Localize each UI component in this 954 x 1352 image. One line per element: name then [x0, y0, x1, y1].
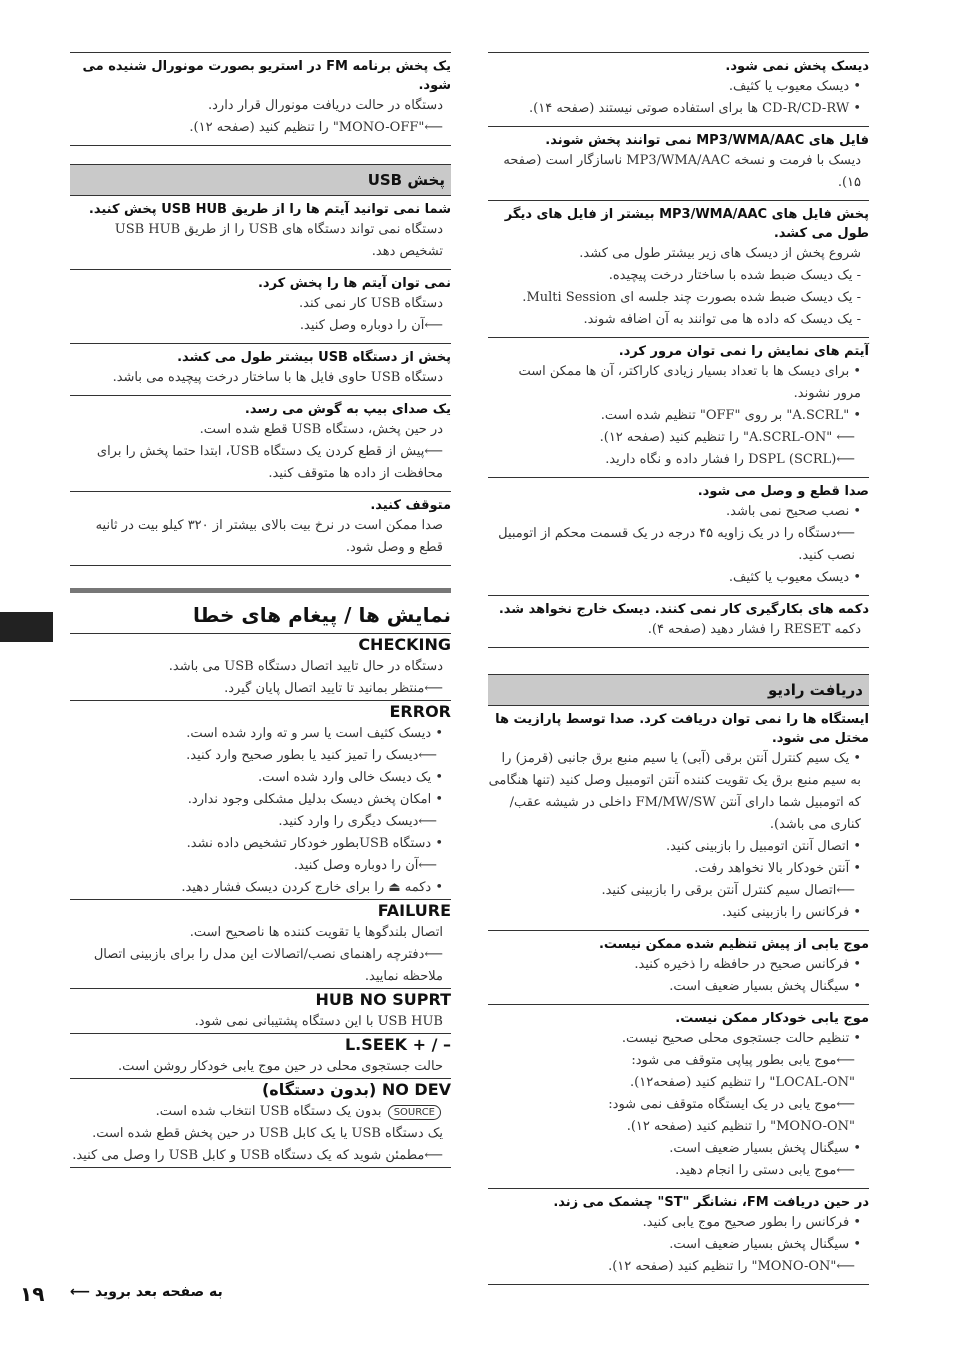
entry-line: حالت جستجوی محلی در حین موج یابی خودکار روشن است.	[118, 1059, 443, 1074]
entry-line: ⟵آن را دوباره وصل کنید.	[299, 318, 443, 333]
entry-title: فایل های MP3/WMA/AAC نمی توانند پخش شوند.	[545, 133, 869, 148]
entry-line: • دیسک معیوب یا کثیف.	[728, 570, 861, 585]
entry-line: ⟵دیسک دیگری را وارد کنید.	[278, 814, 437, 829]
message-code	[70, 988, 451, 1011]
entry-title: یک صدای بیپ به گوش می رسد.	[244, 402, 451, 417]
entry-title: نمی توان آیتم ها را پخش کرد.	[257, 276, 451, 291]
entry-line: • CD-R/CD-RW ها برای استفاده صوتی نیستند (صفحه ۱۴).	[529, 101, 861, 116]
entry-line: ⟵دفترچه راهنمای نصب/اتصالات این مدل را برای بازبینی اتصال ملاحظه نمایید.	[93, 947, 443, 984]
messages-section-title: نمایش ها / پیغام های خطا	[70, 588, 451, 633]
entry-title: پخش فایل های MP3/WMA/AAC بیشتر از فایل های دیگر طول می کشد.	[504, 207, 869, 241]
message-code-text: NO DEV (بدون دستگاه)	[261, 1080, 451, 1099]
entry-line: دستگاه USB کار نمی کند.	[299, 296, 443, 311]
entry-line: • دیسک کثیف است یا سر و ته وارد شده است.	[186, 726, 443, 741]
entry-line: ⟵دیسک را تمیز کنید یا بطور صحیح وارد کنید.	[186, 748, 437, 763]
disc-entry	[488, 200, 869, 337]
usb-entry	[70, 196, 451, 269]
entry-line: "LOCAL-ON" را تنظیم کنید (صفحه۱۲).	[630, 1075, 855, 1090]
fm-mono-entry	[70, 52, 451, 145]
message-code-text: FAILURE	[377, 901, 451, 920]
message-code	[70, 700, 451, 723]
message-code	[70, 899, 451, 922]
entry-title: ایستگاه ها را نمی توان دریافت کرد. صدا توسط پارازیت ها مختل می شود.	[495, 712, 869, 746]
entry-line: ⟵"MONO-OFF" را تنظیم کنید (صفحه ۱۲).	[189, 120, 443, 135]
radio-section-header: دریافت رادیو	[488, 674, 869, 706]
entry-line: • امکان پخش دیسک بدلیل مشکلی وجود ندارد.	[187, 792, 443, 807]
entry-title: دیسک پخش نمی شود.	[725, 59, 869, 74]
entry-title: دکمه های بکارگیری کار نمی کنند. دیسک خارج نخواهد شد.	[498, 602, 869, 617]
message-code	[70, 633, 451, 656]
entry-line: • دستگاه USBبطور خودکار تشخیص داده نشد.	[186, 836, 443, 851]
usb-section-header: پخش USB	[70, 164, 451, 196]
entry-line: - یک دیسک ضبط شده با ساختار درخت پیچیده.	[608, 268, 861, 283]
source-button-icon: SOURCE	[388, 1105, 441, 1120]
usb-entry	[70, 269, 451, 343]
radio-entry	[488, 930, 869, 1004]
divider	[70, 1167, 451, 1168]
entry-line: ⟵موج یابی دستی را انجام دهید.	[675, 1163, 855, 1178]
disc-entry	[488, 52, 869, 126]
message-code-text: ERROR	[389, 702, 451, 721]
entry-line: ⟵منتظر بمانید تا تایید اتصال پایان گیرد.	[224, 681, 443, 696]
entry-line: • آنتن خودکار بالا نخواهد رفت.	[694, 861, 861, 876]
entry-line: • اتصال آنتن اتومبیل را بازبینی کنید.	[665, 839, 861, 854]
disc-entry	[488, 337, 869, 477]
entry-line: ⟵(SCRL) DSPL را فشار داده و نگاه دارید.	[605, 452, 855, 467]
entry-line: USB HUB با این دستگاه پشتیبانی نمی شود.	[194, 1014, 443, 1029]
entry-line: ⟵دستگاه را در یک زاویه ۴۵ درجه در یک قسمت محکم از اتومبیل نصب کنید.	[498, 526, 855, 563]
entry-line: • "A.SCRL" بر روی "OFF" تنظیم شده است.	[600, 408, 861, 423]
entry-line: اتصال بلندگوها یا تقویت کننده ها ناصحیح است.	[189, 925, 443, 940]
entry-line: شروع پخش از دیسک های زیر بیشتر طول می کشد.	[579, 246, 861, 261]
entry-line: • دیسک معیوب یا کثیف.	[728, 79, 861, 94]
usb-entry	[70, 343, 451, 395]
entry-line: • سیگنال پخش بسیار ضعیف است.	[669, 1141, 861, 1156]
entry-line: یک دستگاه USB یا یک کابل USB در حین پخش قطع شده است.	[92, 1126, 443, 1141]
entry-title: متوقف کنید.	[370, 498, 451, 513]
entry-line: - یک دیسک که داده ها می توانند به آن اضافه شوند.	[583, 312, 861, 327]
divider	[488, 1284, 869, 1285]
entry-line: ⟵پیش از قطع کردن یک دستگاه USB، ابتدا حتما پخش را برای محافظت از داده ها متوقف کنید.	[96, 444, 443, 481]
section-tab-marker	[0, 612, 53, 642]
right-column	[488, 52, 869, 1285]
entry-line: • نصب صحیح نمی باشد.	[726, 504, 861, 519]
entry-line: • سیگنال پخش بسیار ضعیف است.	[669, 1237, 861, 1252]
entry-title: شما نمی توانید آیتم ها را از طریق USB HUB پخش کنید.	[88, 202, 451, 217]
message-code-text: HUB NO SUPRT	[315, 990, 451, 1009]
entry-line: • یک سیم کنترل آنتن برقی (آبی) یا سیم منبع برق جانبی (قرمز) را به سیم منبع برق یک تقویت کننده آنتن اتومبیل وصل کنید (تنها هنگامی که اتومبیل شما دارای آنتن FM/MW/SW داخلی در شیشه عقب/کناری می باشد).	[488, 751, 861, 832]
entry-line: • دکمه ⏏ را برای خارج کردن دیسک فشار دهید.	[181, 880, 443, 895]
disc-entry	[488, 477, 869, 595]
entry-line: دستگاه USB حاوی فایل ها با ساختار درخت پیچیده می باشد.	[112, 370, 443, 385]
entry-title: موج یابی خودکار ممکن نیست.	[675, 1011, 869, 1026]
message-code-text: CHECKING	[358, 635, 451, 654]
left-column	[70, 52, 451, 1168]
entry-line: ⟵موج یابی بطور پیاپی متوقف می شود:	[631, 1053, 855, 1068]
entry-title: یک پخش برنامه FM در استریو بصورت مونورال شنیده می شود.	[82, 59, 451, 93]
entry-line: ⟵آن را دوباره وصل کنید.	[293, 858, 437, 873]
entry-line: - یک دیسک ضبط شده بصورت چند جلسه ای Multi Session.	[522, 290, 861, 305]
continue-next-page-note: به صفحه بعد بروید ⟵	[70, 1284, 223, 1300]
entry-title: در حین دریافت FM، نشانگر "ST" چشمک می زند.	[553, 1195, 869, 1210]
entry-line: ⟵مطمئن شوید که یک دستگاه USB و کابل USB را وصل می کنید.	[72, 1148, 443, 1163]
entry-line: دستگاه در حالت دریافت مونورال قرار دارد.	[208, 98, 443, 113]
entry-line: ⟵موج یابی در یک ایستگاه متوقف نمی شود:	[608, 1097, 855, 1112]
radio-entry	[488, 706, 869, 930]
disc-entry	[488, 126, 869, 200]
entry-line: "MONO-ON" را تنظیم کنید (صفحه ۱۲).	[626, 1119, 855, 1134]
message-code	[70, 1033, 451, 1056]
entry-line: ⟵ "A.SCRL-ON" را تنظیم کنید (صفحه ۱۲).	[599, 430, 855, 445]
entry-line: دستگاه نمی تواند دستگاه های USB را از طریق USB HUB تشخیص دهد.	[114, 222, 443, 259]
entry-title: صدا قطع و وصل می شود.	[697, 484, 869, 499]
message-code-text: L.SEEK + / –	[344, 1035, 451, 1054]
radio-entry	[488, 1004, 869, 1188]
entry-line: • فرکانس را بازبینی کنید.	[722, 905, 861, 920]
entry-line: • تنظیم حالت جستجوی محلی صحیح نیست.	[621, 1031, 861, 1046]
disc-entry	[488, 595, 869, 647]
entry-title: پخش از دستگاه USB بیشتر طول می کشد.	[177, 350, 451, 365]
entry-line-text: بدون یک دستگاه USB انتخاب شده است.	[155, 1104, 382, 1119]
usb-entry	[70, 491, 451, 565]
message-code	[70, 1078, 451, 1101]
usb-entry	[70, 395, 451, 491]
entry-line: صدا ممکن است در نرخ بیت بالای بیشتر از ۳۲۰ کیلو بیت در ثانیه قطع و وصل شود.	[95, 518, 443, 555]
entry-line: • برای دیسک ها با تعداد بسیار زیادی کاراکتر، آن ها ممکن است مرور نشوند.	[518, 364, 861, 401]
entry-line: • سیگنال پخش بسیار ضعیف است.	[669, 979, 861, 994]
entry-line: در حین پخش، دستگاه USB قطع شده است.	[199, 422, 443, 437]
entry-line: • فرکانس صحیح در حافظه را ذخیره کنید.	[634, 957, 861, 972]
page-number: ۱۹	[20, 1282, 45, 1306]
entry-title: موج یابی از پیش تنظیم شده ممکن نیست.	[598, 937, 869, 952]
entry-line: ⟵"MONO-ON" را تنظیم کنید (صفحه ۱۲).	[608, 1259, 855, 1274]
entry-line: • فرکانس را بطور صحیح موج یابی کنید.	[642, 1215, 861, 1230]
entry-line	[70, 1101, 451, 1123]
radio-entry	[488, 1188, 869, 1284]
entry-title: آیتم های نمایش را نمی توان مرور کرد.	[618, 344, 869, 359]
entry-line: دیسک با فرمت و نسخه MP3/WMA/AAC ناسازگار است (صفحه ۱۵).	[503, 153, 861, 190]
entry-line: • یک دیسک خالی وارد شده است.	[257, 770, 443, 785]
entry-line: ⟵اتصال سیم کنترل آنتن برقی را بازبینی کنید.	[601, 883, 855, 898]
entry-line: دستگاه در حال تایید اتصال دستگاه USB می باشد.	[168, 659, 443, 674]
entry-line: دکمه RESET را فشار دهید (صفحه ۴).	[647, 622, 861, 637]
